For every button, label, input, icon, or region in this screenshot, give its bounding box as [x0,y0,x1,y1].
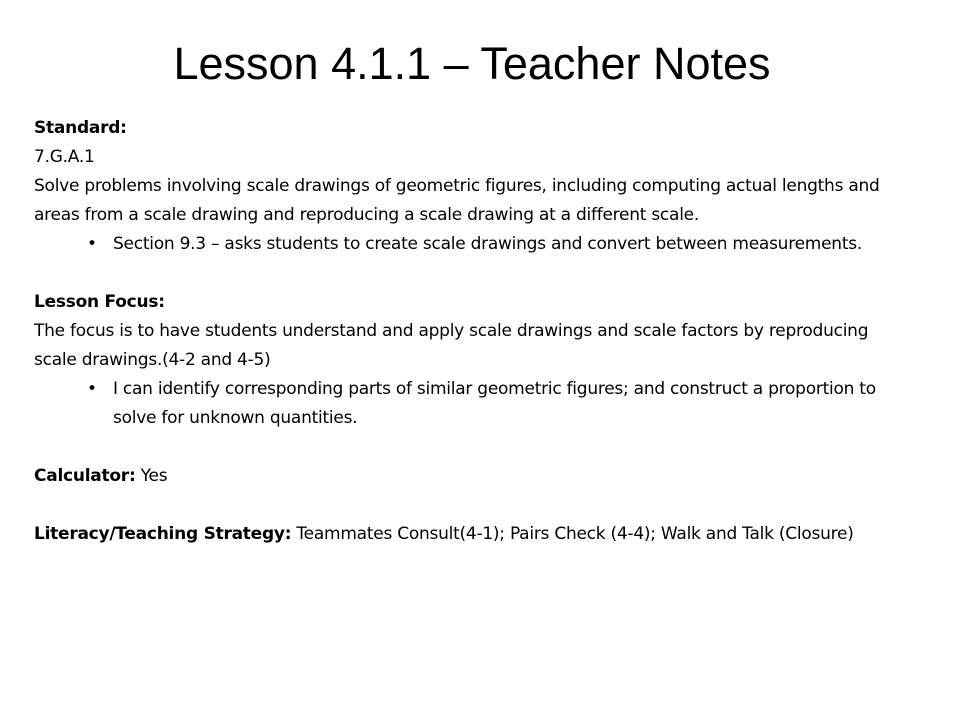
slide-content [34,114,904,549]
spacer [34,433,904,462]
strategy-value: Teammates Consult(4-1); Pairs Check (4-4); Walk and Talk (Closure) [291,524,854,544]
standard-bullet-text: Section 9.3 – asks students to create scale drawings and convert between measurements. [113,234,862,254]
strategy-label: Literacy/Teaching Strategy: [34,524,292,544]
focus-bullet-item [34,375,904,433]
focus-label: Lesson Focus: [34,292,165,312]
slide-title: Lesson 4.1.1 – Teacher Notes [173,38,771,89]
calculator-label: Calculator: [34,466,136,486]
calculator-value: Yes [135,466,168,486]
standard-code: 7.G.A.1 [34,147,95,167]
bullet-icon: • [87,234,97,254]
calculator-line [34,462,904,491]
strategy-line [34,520,904,549]
spacer [34,259,904,288]
standard-text: Solve problems involving scale drawings of geometric figures, including computing actual lengths and areas from a scale drawing and reproducing a scale drawing at a different scale. [34,176,880,225]
spacer [34,491,904,520]
standard-label: Standard: [34,118,127,138]
bullet-icon: • [87,379,97,399]
standard-bullet-item [34,230,904,259]
focus-bullet-text: I can identify corresponding parts of similar geometric figures; and construct a proportion to solve for unknown quantities. [113,379,876,428]
focus-text: The focus is to have students understand and apply scale drawings and scale factors by reproducing scale drawings.(4-2 and 4-5) [34,321,869,370]
